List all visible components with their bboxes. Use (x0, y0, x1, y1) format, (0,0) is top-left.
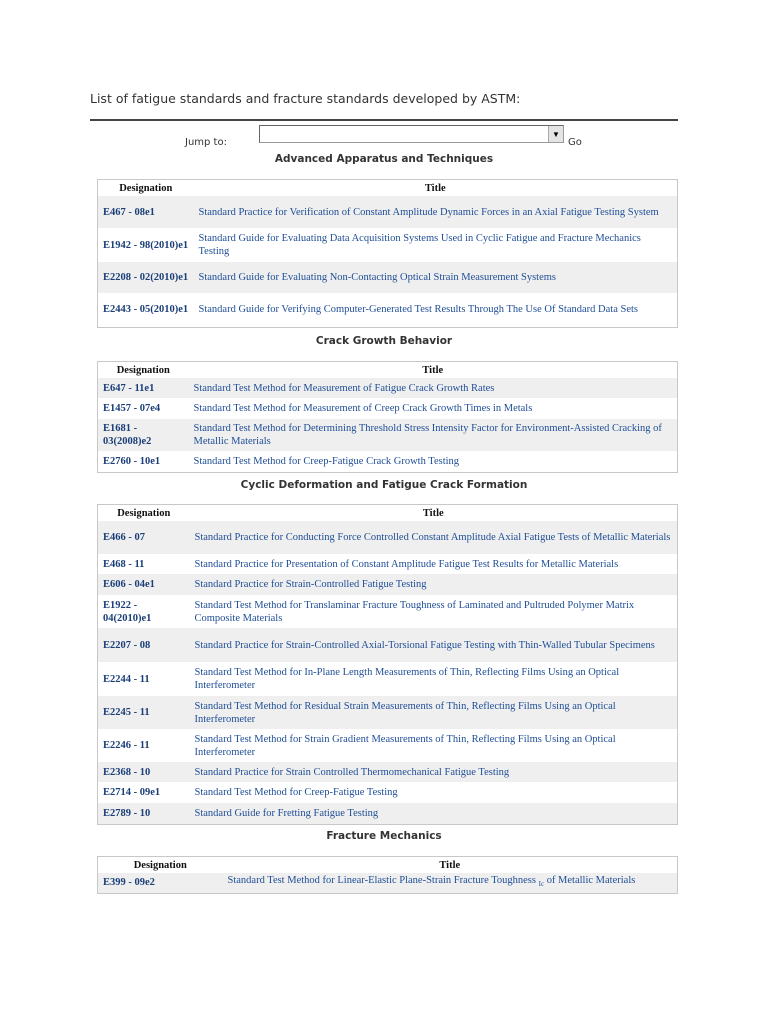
title-link[interactable] (223, 873, 678, 893)
chevron-down-icon[interactable]: ▼ (548, 126, 563, 142)
title-link[interactable]: Standard Practice for Presentation of Constant Amplitude Fatigue Test Results for Metallic Materials (194, 558, 619, 570)
designation-link[interactable]: E1922 - 04(2010)e1 (103, 599, 152, 624)
title-link[interactable]: Standard Test Method for Translaminar Fracture Toughness of Laminated and Pultruded Polymer Matrix Composite Materials (194, 599, 635, 624)
column-header-title: Title (194, 180, 678, 197)
section-heading-fracture: Fracture Mechanics (326, 830, 442, 842)
designation-link[interactable]: E468 - 11 (103, 558, 145, 570)
table-header-row (98, 505, 678, 522)
table-header-row (98, 362, 678, 379)
table-row (98, 628, 678, 662)
title-link[interactable]: Standard Test Method for Determining Threshold Stress Intensity Factor for Environment-Assisted Cracking of Metallic Materials (189, 419, 678, 451)
table-header-row (98, 857, 678, 874)
table-row (98, 554, 678, 574)
table-row (98, 293, 678, 327)
title-link[interactable]: Standard Practice for Conducting Force Controlled Constant Amplitude Axial Fatigue Tests of Metallic Materials (190, 521, 678, 554)
designation-link[interactable]: E2714 - 09e1 (103, 787, 161, 798)
title-link[interactable]: Standard Test Method for In-Plane Length Measurements of Thin, Reflecting Films Using an Optical Interferometer (194, 667, 620, 691)
designation-link[interactable]: E1942 - 98(2010)e1 (103, 239, 189, 251)
designation-link[interactable]: E1681 - 03(2008)e2 (98, 419, 189, 451)
table-row (98, 803, 678, 824)
column-header-designation: Designation (98, 180, 194, 197)
section-heading-crack-growth: Crack Growth Behavior (315, 335, 453, 347)
column-header-designation: Designation (98, 857, 223, 874)
designation-link[interactable]: E2760 - 10e1 (103, 455, 161, 467)
column-header-title: Title (189, 362, 678, 379)
column-header-title: Title (190, 505, 678, 522)
table-row (98, 419, 678, 451)
table-row (98, 873, 678, 893)
table-row (98, 762, 678, 782)
designation-link[interactable]: E2208 - 02(2010)e1 (98, 262, 194, 293)
table-cyclic (97, 504, 678, 825)
title-link[interactable]: Standard Test Method for Measurement of Fatigue Crack Growth Rates (189, 378, 678, 398)
title-link[interactable]: Standard Guide for Evaluating Non-Contacting Optical Strain Measurement Systems (194, 262, 678, 293)
title-link[interactable]: Standard Practice for Strain-Controlled Fatigue Testing (190, 574, 678, 595)
title-link[interactable]: Standard Test Method for Strain Gradient Measurements of Thin, Reflecting Films Using an Optical Interferometer (194, 733, 616, 758)
title-link[interactable]: Standard Test Method for Creep-Fatigue Testing (194, 787, 398, 798)
title-link[interactable]: Standard Practice for Strain-Controlled Axial-Torsional Fatigue Testing with Thin-Walled Tubular Specimens (190, 628, 678, 662)
column-header-designation: Designation (98, 362, 189, 379)
designation-link[interactable]: E399 - 09e2 (98, 873, 223, 893)
title-link[interactable]: Standard Guide for Verifying Computer-Generated Test Results Through The Use Of Standard Data Sets (198, 304, 638, 316)
title-link[interactable]: Standard Guide for Evaluating Data Acquisition Systems Used in Cyclic Fatigue and Fracture Mechanics Testing (198, 233, 641, 257)
table-row (98, 228, 678, 262)
table-row (98, 696, 678, 729)
designation-link[interactable]: E2368 - 10 (98, 762, 190, 782)
table-row (98, 196, 678, 228)
table-row (98, 729, 678, 762)
table-row (98, 262, 678, 293)
column-header-designation: Designation (98, 505, 190, 522)
table-row (98, 574, 678, 595)
designation-link[interactable]: E647 - 11e1 (98, 378, 189, 398)
go-button[interactable]: Go (568, 137, 582, 148)
title-link[interactable]: Standard Test Method for Residual Strain Measurements of Thin, Reflecting Films Using an Optical Interferometer (190, 696, 678, 729)
title-text-end: of Metallic Materials (544, 875, 636, 887)
title-link[interactable]: Standard Test Method for Measurement of Creep Crack Growth Times in Metals (193, 403, 533, 414)
designation-link[interactable]: E606 - 04e1 (98, 574, 190, 595)
title-link[interactable]: Standard Practice for Verification of Constant Amplitude Dynamic Forces in an Axial Fatigue Testing System (194, 196, 678, 228)
table-row (98, 662, 678, 696)
table-row (98, 378, 678, 398)
column-header-title: Title (223, 857, 678, 874)
table-apparatus (97, 179, 678, 328)
designation-link[interactable]: E2443 - 05(2010)e1 (103, 304, 189, 316)
page-title: List of fatigue standards and fracture standards developed by ASTM: (90, 91, 521, 106)
table-row (98, 595, 678, 628)
title-subscript: Ic (538, 880, 545, 889)
table-crack-growth (97, 361, 678, 473)
table-row (98, 521, 678, 554)
designation-link[interactable]: E2245 - 11 (98, 696, 190, 729)
table-header-row (98, 180, 678, 197)
table-row (98, 782, 678, 803)
section-heading-apparatus: Advanced Apparatus and Techniques (274, 153, 494, 165)
designation-link[interactable]: E467 - 08e1 (98, 196, 194, 228)
designation-link[interactable]: E2207 - 08 (98, 628, 190, 662)
designation-link[interactable]: E1457 - 07e4 (103, 403, 161, 414)
title-text: Standard Test Method for Linear-Elastic Plane-Strain Fracture Toughness (227, 875, 539, 887)
table-fracture (97, 856, 678, 894)
section-heading-cyclic: Cyclic Deformation and Fatigue Crack Formation (240, 479, 528, 491)
designation-link[interactable]: E466 - 07 (98, 521, 190, 554)
table-row (98, 451, 678, 472)
jump-to-label: Jump to: (185, 137, 227, 148)
jump-to-select[interactable] (259, 125, 564, 143)
designation-link[interactable]: E2246 - 11 (103, 740, 150, 751)
title-link[interactable]: Standard Test Method for Creep-Fatigue Crack Growth Testing (193, 455, 460, 467)
designation-link[interactable]: E2244 - 11 (103, 673, 150, 685)
designation-link[interactable]: E2789 - 10 (98, 803, 190, 824)
title-link[interactable]: Standard Practice for Strain Controlled Thermomechanical Fatigue Testing (190, 762, 678, 782)
title-link[interactable]: Standard Guide for Fretting Fatigue Testing (190, 803, 678, 824)
title-divider (90, 119, 678, 121)
table-row (98, 398, 678, 419)
